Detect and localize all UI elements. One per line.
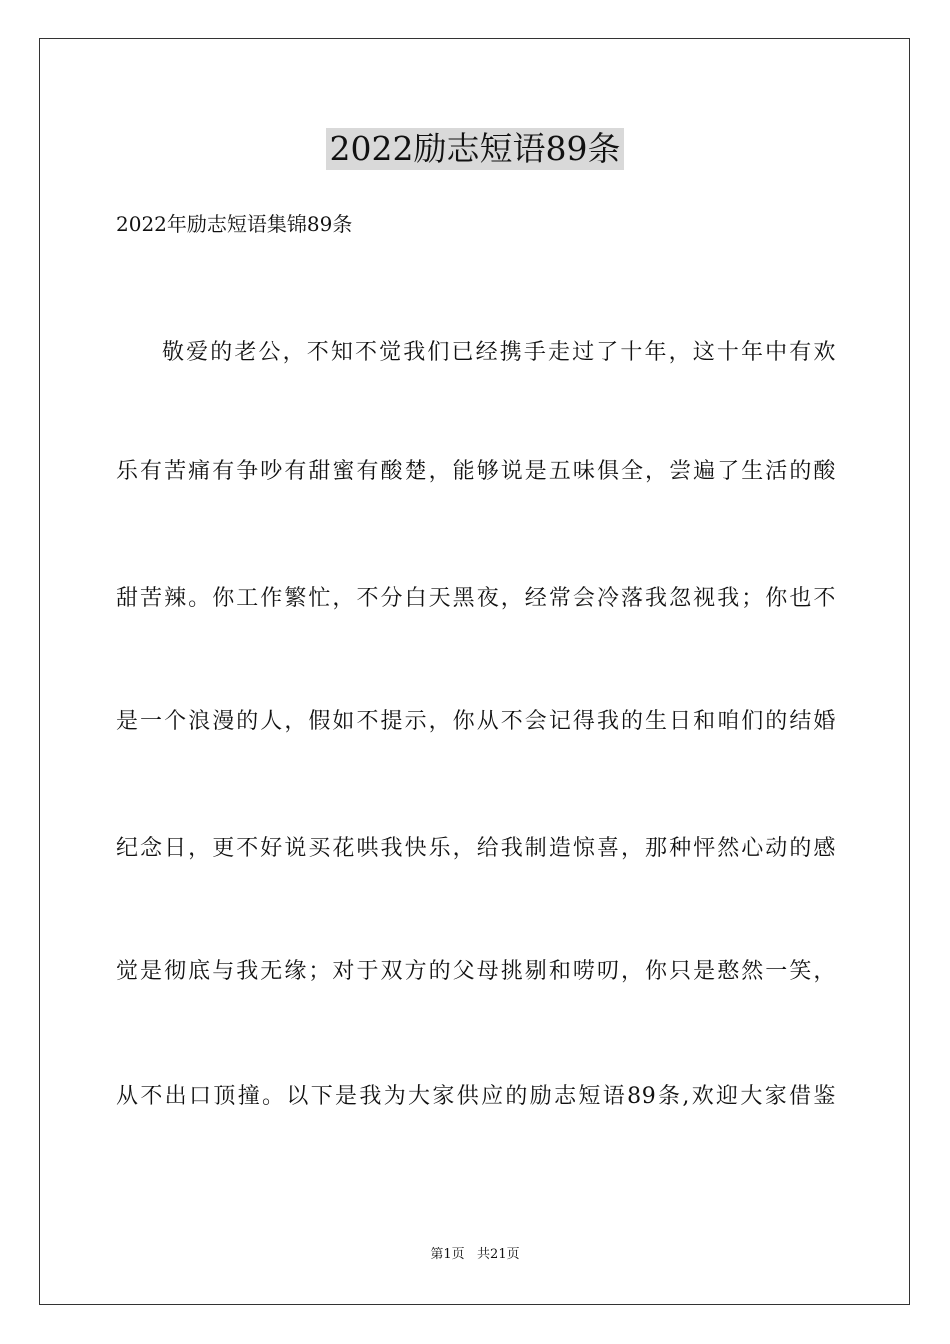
- document-subtitle: 2022年励志短语集锦89条: [116, 212, 353, 236]
- title-container: [0, 128, 950, 170]
- paragraph-line: 是一个浪漫的人，假如不提示，你从不会记得我的生日和咱们的结婚: [116, 709, 836, 734]
- paragraph-line: 觉是彻底与我无缘；对于双方的父母挑剔和唠叨，你只是憨然一笑，: [116, 959, 836, 984]
- paragraph-line: 从不出口顶撞。以下是我为大家供应的励志短语89条,欢迎大家借鉴: [116, 1084, 836, 1109]
- paragraph-line: 甜苦辣。你工作繁忙，不分白天黑夜，经常会冷落我忽视我；你也不: [116, 586, 836, 611]
- paragraph-line: 乐有苦痛有争吵有甜蜜有酸楚，能够说是五味俱全，尝遍了生活的酸: [116, 459, 836, 484]
- page-footer: 第1页 共21页: [430, 1247, 520, 1262]
- paragraph-line: 纪念日，更不好说买花哄我快乐，给我制造惊喜，那种怦然心动的感: [116, 836, 836, 861]
- paragraph-line: 敬爱的老公，不知不觉我们已经携手走过了十年，这十年中有欢: [162, 340, 836, 365]
- document-title: 2022励志短语89条: [326, 128, 625, 170]
